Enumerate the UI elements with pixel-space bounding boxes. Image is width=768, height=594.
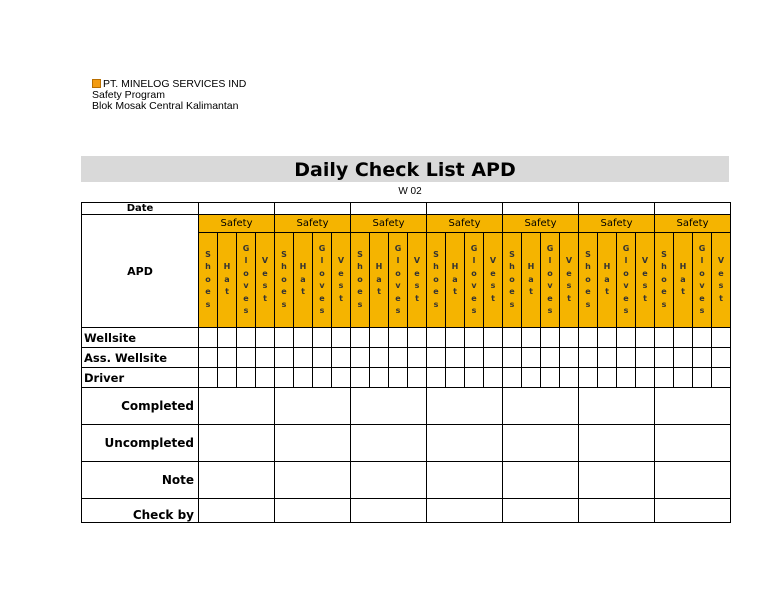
check-cell[interactable]	[655, 328, 674, 348]
check-cell[interactable]	[712, 368, 731, 388]
check-cell[interactable]	[256, 348, 275, 368]
location-name: Blok Mosak Central Kalimantan	[92, 100, 239, 112]
check-cell[interactable]	[522, 328, 541, 348]
check-cell[interactable]	[579, 348, 598, 368]
check-cell[interactable]	[313, 368, 332, 388]
table-row	[82, 368, 731, 388]
check-cell[interactable]	[617, 348, 636, 368]
check-cell[interactable]	[313, 328, 332, 348]
date-cell[interactable]	[351, 203, 427, 215]
summary-cell[interactable]	[579, 425, 655, 462]
check-cell[interactable]	[218, 368, 237, 388]
safety-group-header: Safety	[199, 215, 275, 233]
summary-cell[interactable]	[503, 462, 579, 499]
check-cell[interactable]	[218, 348, 237, 368]
check-cell[interactable]	[560, 368, 579, 388]
summary-cell[interactable]	[579, 499, 655, 523]
check-cell[interactable]	[332, 348, 351, 368]
page-title: Daily Check List APD	[81, 156, 729, 182]
check-cell[interactable]	[674, 368, 693, 388]
check-cell[interactable]	[275, 368, 294, 388]
check-cell[interactable]	[674, 328, 693, 348]
summary-cell[interactable]	[427, 388, 503, 425]
summary-cell[interactable]	[275, 425, 351, 462]
check-cell[interactable]	[503, 328, 522, 348]
item-header-vest: V e s t	[560, 233, 579, 328]
date-cell[interactable]	[199, 203, 275, 215]
summary-cell[interactable]	[351, 499, 427, 523]
item-header-gloves: G l o v e s	[313, 233, 332, 328]
item-header-vest: V e s t	[636, 233, 655, 328]
program-name: Safety Program	[92, 89, 165, 101]
check-cell[interactable]	[370, 328, 389, 348]
summary-cell[interactable]	[199, 388, 275, 425]
item-header-hat: H a t	[370, 233, 389, 328]
check-cell[interactable]	[541, 348, 560, 368]
check-cell[interactable]	[427, 328, 446, 348]
check-cell[interactable]	[370, 368, 389, 388]
item-header-hat: H a t	[294, 233, 313, 328]
check-cell[interactable]	[617, 328, 636, 348]
check-cell[interactable]	[199, 368, 218, 388]
item-header-shoes: S h o e s	[579, 233, 598, 328]
check-cell[interactable]	[446, 348, 465, 368]
row-label: Ass. Wellsite	[82, 348, 199, 368]
safety-group-header: Safety	[427, 215, 503, 233]
check-cell[interactable]	[351, 368, 370, 388]
check-cell[interactable]	[693, 348, 712, 368]
summary-cell[interactable]	[199, 499, 275, 523]
row-label: Wellsite	[82, 328, 199, 348]
check-cell[interactable]	[655, 368, 674, 388]
check-cell[interactable]	[579, 328, 598, 348]
item-header-vest: V e s t	[408, 233, 427, 328]
safety-group-header: Safety	[503, 215, 579, 233]
date-cell[interactable]	[503, 203, 579, 215]
item-header-vest: V e s t	[712, 233, 731, 328]
summary-cell[interactable]	[655, 388, 731, 425]
date-cell[interactable]	[579, 203, 655, 215]
summary-cell[interactable]	[579, 462, 655, 499]
check-cell[interactable]	[275, 328, 294, 348]
summary-cell[interactable]	[503, 388, 579, 425]
summary-cell[interactable]	[275, 499, 351, 523]
check-cell[interactable]	[465, 348, 484, 368]
summary-cell[interactable]	[351, 462, 427, 499]
check-cell[interactable]	[389, 328, 408, 348]
item-header-hat: H a t	[446, 233, 465, 328]
check-cell[interactable]	[579, 368, 598, 388]
check-cell[interactable]	[636, 368, 655, 388]
summary-cell[interactable]	[351, 425, 427, 462]
item-header-gloves: G l o v e s	[389, 233, 408, 328]
check-cell[interactable]	[636, 348, 655, 368]
check-cell[interactable]	[256, 328, 275, 348]
item-header-hat: H a t	[218, 233, 237, 328]
check-cell[interactable]	[598, 368, 617, 388]
item-header-shoes: S h o e s	[427, 233, 446, 328]
check-cell[interactable]	[598, 328, 617, 348]
check-cell[interactable]	[636, 328, 655, 348]
safety-group-header: Safety	[351, 215, 427, 233]
check-cell[interactable]	[522, 348, 541, 368]
check-cell[interactable]	[275, 348, 294, 368]
summary-cell[interactable]	[275, 388, 351, 425]
check-cell[interactable]	[465, 328, 484, 348]
check-cell[interactable]	[560, 328, 579, 348]
item-header-gloves: G l o v e s	[237, 233, 256, 328]
row-label: Driver	[82, 368, 199, 388]
item-header-shoes: S h o e s	[655, 233, 674, 328]
check-cell[interactable]	[503, 348, 522, 368]
summary-cell[interactable]	[427, 462, 503, 499]
item-header-gloves: G l o v e s	[541, 233, 560, 328]
check-cell[interactable]	[294, 368, 313, 388]
check-cell[interactable]	[389, 348, 408, 368]
summary-cell[interactable]	[579, 388, 655, 425]
check-cell[interactable]	[199, 328, 218, 348]
check-cell[interactable]	[351, 328, 370, 348]
summary-row	[82, 499, 731, 523]
date-cell[interactable]	[427, 203, 503, 215]
safety-group-header: Safety	[579, 215, 655, 233]
check-cell[interactable]	[294, 348, 313, 368]
check-cell[interactable]	[256, 368, 275, 388]
date-cell[interactable]	[655, 203, 731, 215]
check-cell[interactable]	[237, 328, 256, 348]
item-header-shoes: S h o e s	[503, 233, 522, 328]
check-cell[interactable]	[427, 348, 446, 368]
summary-cell[interactable]	[351, 388, 427, 425]
check-cell[interactable]	[313, 348, 332, 368]
item-header-vest: V e s t	[256, 233, 275, 328]
check-cell[interactable]	[294, 328, 313, 348]
check-cell[interactable]	[560, 348, 579, 368]
check-cell[interactable]	[237, 348, 256, 368]
item-header-shoes: S h o e s	[351, 233, 370, 328]
company-name: PT. MINELOG SERVICES IND	[103, 78, 247, 90]
summary-label: Check by	[82, 499, 199, 523]
check-cell[interactable]	[712, 328, 731, 348]
item-header-shoes: S h o e s	[199, 233, 218, 328]
summary-row	[82, 462, 731, 499]
summary-cell[interactable]	[275, 462, 351, 499]
check-cell[interactable]	[427, 368, 446, 388]
summary-label: Completed	[82, 388, 199, 425]
check-cell[interactable]	[522, 368, 541, 388]
item-header-hat: H a t	[674, 233, 693, 328]
summary-cell[interactable]	[199, 425, 275, 462]
summary-cell[interactable]	[655, 499, 731, 523]
summary-cell[interactable]	[655, 425, 731, 462]
company-logo-icon	[92, 79, 101, 88]
check-cell[interactable]	[199, 348, 218, 368]
check-cell[interactable]	[541, 368, 560, 388]
check-cell[interactable]	[446, 368, 465, 388]
check-cell[interactable]	[598, 348, 617, 368]
date-label: Date	[82, 203, 199, 215]
check-cell[interactable]	[693, 328, 712, 348]
check-cell[interactable]	[655, 348, 674, 368]
check-cell[interactable]	[237, 368, 256, 388]
summary-cell[interactable]	[427, 425, 503, 462]
summary-row	[82, 425, 731, 462]
summary-label: Note	[82, 462, 199, 499]
check-cell[interactable]	[389, 368, 408, 388]
summary-cell[interactable]	[427, 499, 503, 523]
check-cell[interactable]	[674, 348, 693, 368]
check-cell[interactable]	[484, 328, 503, 348]
apd-label: APD	[82, 215, 199, 328]
item-header-gloves: G l o v e s	[693, 233, 712, 328]
item-header-hat: H a t	[598, 233, 617, 328]
check-cell[interactable]	[370, 348, 389, 368]
check-cell[interactable]	[332, 368, 351, 388]
check-cell[interactable]	[351, 348, 370, 368]
summary-cell[interactable]	[503, 425, 579, 462]
table-row	[82, 328, 731, 348]
check-cell[interactable]	[484, 368, 503, 388]
check-cell[interactable]	[484, 348, 503, 368]
item-header-gloves: G l o v e s	[617, 233, 636, 328]
check-cell[interactable]	[617, 368, 636, 388]
item-header-gloves: G l o v e s	[465, 233, 484, 328]
check-cell[interactable]	[446, 328, 465, 348]
check-cell[interactable]	[408, 348, 427, 368]
check-cell[interactable]	[541, 328, 560, 348]
item-header-vest: V e s t	[484, 233, 503, 328]
check-cell[interactable]	[408, 328, 427, 348]
check-cell[interactable]	[332, 328, 351, 348]
summary-cell[interactable]	[503, 499, 579, 523]
check-cell[interactable]	[712, 348, 731, 368]
table-row	[82, 348, 731, 368]
check-cell[interactable]	[218, 328, 237, 348]
check-cell[interactable]	[465, 368, 484, 388]
safety-group-header: Safety	[275, 215, 351, 233]
safety-group-header: Safety	[655, 215, 731, 233]
company-header	[92, 79, 246, 112]
summary-row	[82, 388, 731, 425]
summary-cell[interactable]	[199, 462, 275, 499]
item-header-vest: V e s t	[332, 233, 351, 328]
week-label: W 02	[398, 186, 422, 197]
item-header-shoes: S h o e s	[275, 233, 294, 328]
item-header-hat: H a t	[522, 233, 541, 328]
date-cell[interactable]	[275, 203, 351, 215]
checklist-table	[81, 202, 731, 523]
check-cell[interactable]	[503, 368, 522, 388]
check-cell[interactable]	[408, 368, 427, 388]
check-cell[interactable]	[693, 368, 712, 388]
summary-cell[interactable]	[655, 462, 731, 499]
summary-label: Uncompleted	[82, 425, 199, 462]
